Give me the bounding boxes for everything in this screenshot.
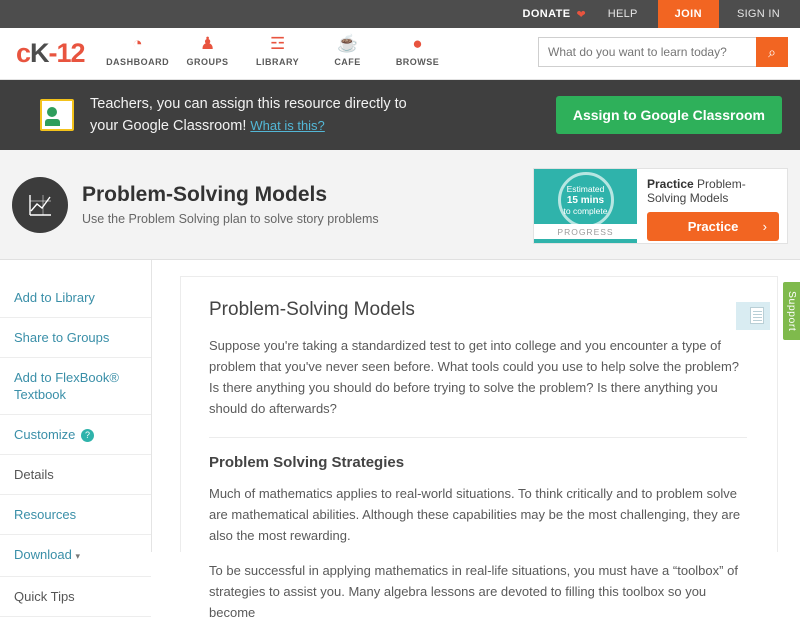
sidebar-item-add-to-flexbook[interactable] [0, 358, 151, 415]
utility-bar [0, 0, 800, 28]
content-area [0, 260, 800, 620]
chevron-down-icon[interactable]: ▾ [75, 551, 80, 561]
article-intro: Suppose you're taking a standardized test to get into college and you encounter a type of problem that you've never seen before. What tools could you use to help solve the problem? Is there anything you should do before trying to solve the problem? Is there anything you should do afterwards? [209, 338, 740, 416]
sidebar-item-details[interactable] [0, 455, 151, 495]
practice-card-title [647, 177, 779, 205]
library-icon: ☲ [269, 33, 286, 53]
logo-k: K [30, 38, 49, 68]
practice-topic: Problem-Solving Models [647, 177, 746, 205]
main-navigation [0, 28, 800, 80]
google-classroom-banner [0, 80, 800, 150]
page-subtitle: Use the Problem Solving plan to solve story problems [82, 212, 379, 226]
estimated-time-badge [558, 172, 614, 228]
banner-line-1: Teachers, you can assign this resource directly to [90, 95, 407, 112]
practice-button-label: Practice [687, 219, 739, 234]
article-wrapper [152, 260, 800, 620]
banner-text [90, 94, 407, 137]
cafe-icon: ☕ [336, 33, 359, 53]
sidebar [0, 260, 152, 604]
banner-line-2-wrap [90, 115, 407, 137]
donate-link[interactable]: DONATE [522, 8, 571, 20]
sidebar-label-download: Download [14, 547, 72, 562]
sidebar-label-customize: Customize [14, 427, 76, 442]
nav-item-cafe[interactable] [313, 28, 383, 67]
estimated-label: Estimated [566, 183, 605, 194]
article-paragraph-2: To be successful in applying mathematics in real-life situations, you must have a “toolbox” of strategies to assist you. Many algebra lessons are devoted to filling this toolbox so you become [209, 563, 738, 620]
article-heading: Problem-Solving Models [209, 299, 415, 320]
nav-items [103, 28, 453, 80]
logo-12: -12 [48, 38, 85, 68]
search-input[interactable] [538, 37, 756, 67]
search-bar [538, 37, 788, 67]
search-icon[interactable]: ⌕ [756, 37, 788, 67]
practice-card [533, 168, 788, 244]
article-paragraph-1: Much of mathematics applies to real-world situations. To think critically and to problem solve are mathematical abilities. Although these capabilities may be the most challenging, they are also the most rewarding. [209, 486, 741, 543]
groups-icon: ♟ [199, 33, 216, 53]
practice-column [637, 169, 787, 243]
sidebar-label-resources: Resources [14, 507, 77, 522]
article-section-heading: Problem Solving Strategies [209, 437, 747, 471]
nav-item-groups[interactable] [173, 28, 243, 67]
nav-item-library[interactable] [243, 28, 313, 67]
progress-label: PROGRESS [534, 224, 637, 239]
sidebar-item-share-to-groups[interactable] [0, 318, 151, 358]
sidebar-label-share-to-groups: Share to Groups [14, 330, 110, 345]
chevron-right-icon: › [762, 219, 767, 234]
nav-label-dashboard: DASHBOARD [106, 56, 170, 67]
assign-to-google-classroom-button[interactable]: Assign to Google Classroom [556, 96, 782, 134]
nav-item-dashboard[interactable] [103, 28, 173, 67]
nav-label-browse: BROWSE [395, 56, 440, 67]
what-is-this-link[interactable]: What is this? [250, 117, 325, 133]
sidebar-label-quick-tips: Quick Tips [14, 589, 75, 604]
progress-column [534, 169, 637, 243]
practice-button[interactable] [647, 212, 779, 241]
article [180, 276, 778, 620]
nav-label-library: LIBRARY [255, 56, 300, 67]
nav-label-groups: GROUPS [186, 56, 229, 67]
estimated-suffix: to complete [563, 205, 608, 216]
support-tab[interactable]: Support [783, 282, 800, 340]
nav-label-cafe: CAFE [334, 56, 361, 67]
nav-item-browse[interactable] [383, 28, 453, 67]
sidebar-label-add-to-flexbook: Add to FlexBook® Textbook [14, 370, 119, 402]
help-link[interactable]: HELP [607, 8, 638, 20]
logo-c: c [16, 38, 31, 68]
sidebar-item-quick-tips[interactable] [0, 577, 151, 617]
banner-line-2: your Google Classroom! [90, 117, 247, 134]
note-icon[interactable] [750, 307, 764, 324]
dashboard-icon: ◔ [132, 33, 143, 53]
heart-icon: ❤ [576, 8, 586, 21]
sidebar-label-details: Details [14, 467, 54, 482]
sign-in-link[interactable]: SIGN IN [736, 8, 780, 20]
ck12-logo[interactable] [0, 38, 103, 69]
resource-title-block [82, 183, 379, 226]
sidebar-item-add-to-library[interactable] [0, 278, 151, 318]
browse-icon: ● [412, 33, 423, 53]
graph-chart-icon [12, 177, 68, 233]
sidebar-item-download[interactable] [0, 535, 151, 577]
resource-header [0, 150, 800, 260]
sidebar-label-add-to-library: Add to Library [14, 290, 95, 305]
join-button[interactable]: JOIN [658, 0, 719, 28]
sidebar-item-resources[interactable] [0, 495, 151, 535]
help-badge-icon[interactable]: ? [81, 429, 94, 442]
page-title: Problem-Solving Models [82, 183, 328, 206]
sidebar-item-customize[interactable] [0, 415, 151, 455]
estimated-time: 15 mins [566, 194, 605, 206]
google-classroom-icon [40, 99, 74, 131]
practice-word: Practice [647, 177, 694, 191]
